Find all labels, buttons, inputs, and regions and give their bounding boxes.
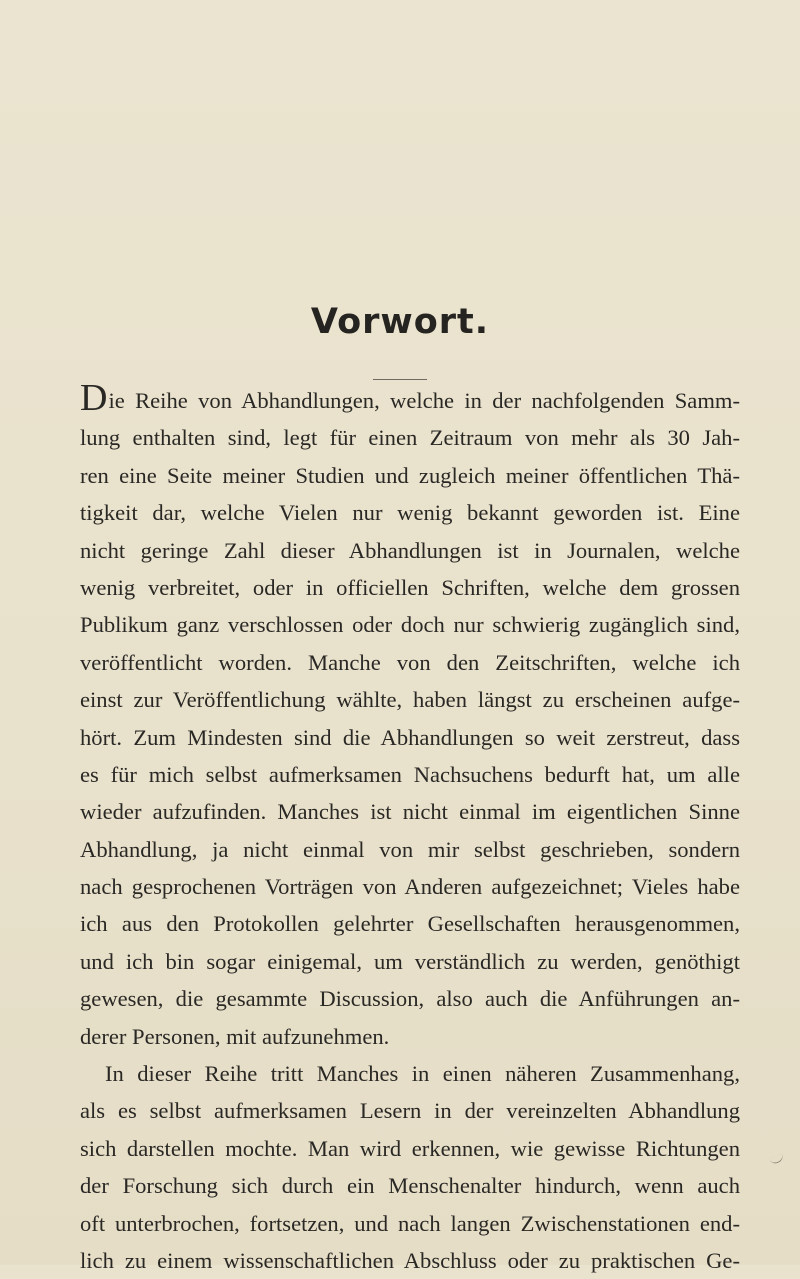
text-line-16: und ich bin sogar einigemal, um verständlich zu werden, genöthigt: [80, 948, 740, 974]
text-line-13: Abhandlung, ja nicht einmal von mir selbst geschrieben, sondern: [80, 836, 740, 862]
text-line-2: lung enthalten sind, legt für einen Zeitraum von mehr als 30 Jah-: [80, 425, 740, 451]
text-line-4: tigkeit dar, welche Vielen nur wenig bekannt geworden ist. Eine: [80, 500, 740, 526]
drop-cap: D: [80, 377, 108, 419]
title-divider: [373, 379, 427, 380]
text-line-5: nicht geringe Zahl dieser Abhandlungen ist in Journalen, welche: [80, 537, 740, 563]
text-line-19: In dieser Reihe tritt Manches in einen näheren Zusammenhang,: [105, 1061, 740, 1087]
text-line-3: ren eine Seite meiner Studien und zugleich meiner öffentlichen Thä-: [80, 462, 740, 488]
text-line-6: wenig verbreitet, oder in officiellen Schriften, welche dem grossen: [80, 574, 740, 600]
text-line-12: wieder aufzufinden. Manches ist nicht einmal im eigentlichen Sinne: [80, 799, 740, 825]
text-line-9: einst zur Veröffentlichung wählte, haben längst zu erscheinen aufge-: [80, 687, 740, 713]
body-text: [80, 377, 740, 1279]
text-line-22: der Forschung sich durch ein Menschenalter hindurch, wenn auch: [80, 1173, 740, 1199]
text-line-15: ich aus den Protokollen gelehrter Gesellschaften herausgenommen,: [80, 911, 740, 937]
page-title: Vorwort.: [310, 302, 490, 342]
text-line-10: hört. Zum Mindesten sind die Abhandlungen so weit zerstreut, dass: [80, 724, 740, 750]
text-line-18: derer Personen, mit aufzunehmen.: [80, 1023, 390, 1049]
text-line-24: lich zu einem wissenschaftlichen Abschluss oder zu praktischen Ge-: [80, 1247, 740, 1273]
text-line-14: nach gesprochenen Vorträgen von Anderen aufgezeichnet; Vieles habe: [80, 874, 740, 900]
text-line-7: Publikum ganz verschlossen oder doch nur schwierig zugänglich sind,: [80, 612, 740, 638]
text-line-21: sich darstellen mochte. Man wird erkennen, wie gewisse Richtungen: [80, 1135, 740, 1161]
paper-mark: [769, 1153, 785, 1165]
text-line-20: als es selbst aufmerksamen Lesern in der vereinzelten Abhandlung: [80, 1098, 740, 1124]
text-line-1: Die Reihe von Abhandlungen, welche in der nachfolgenden Samm-: [80, 377, 740, 419]
text-line-8: veröffentlicht worden. Manche von den Zeitschriften, welche ich: [80, 649, 740, 675]
text-line-17: gewesen, die gesammte Discussion, also auch die Anführungen an-: [80, 986, 740, 1012]
text-line-23: oft unterbrochen, fortsetzen, und nach langen Zwischenstationen end-: [80, 1210, 740, 1236]
text-line-11: es für mich selbst aufmerksamen Nachsuchens bedurft hat, um alle: [80, 761, 740, 787]
